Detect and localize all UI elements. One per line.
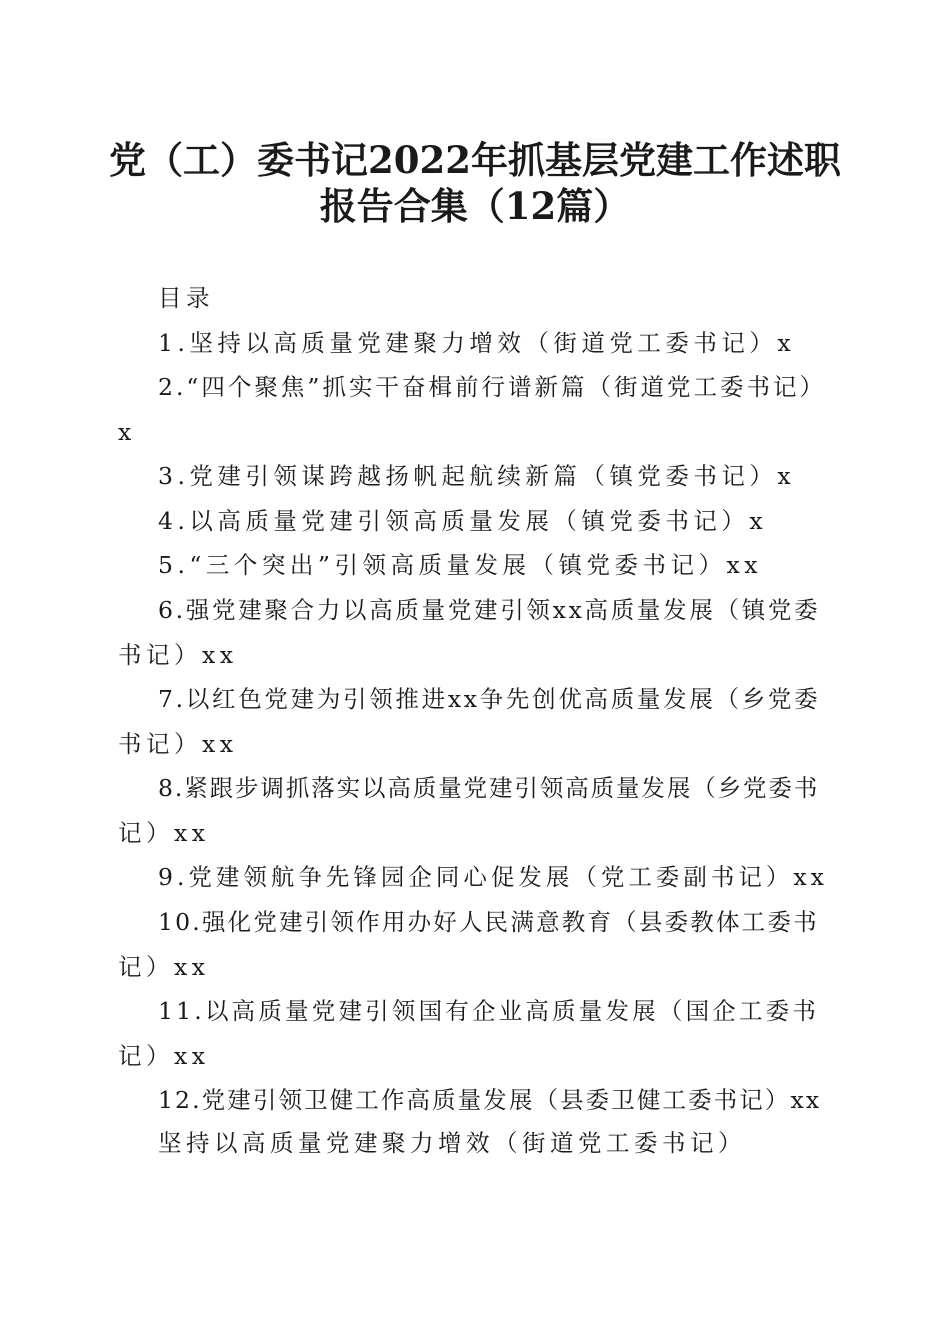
toc-item-7: 7.以红色党建为引领推进xx争先创优高质量发展（乡党委 <box>158 685 821 713</box>
toc-item-5: 5.“三个突出”引领高质量发展（镇党委书记）xx <box>158 551 762 579</box>
toc-item-6: 6.强党建聚合力以高质量党建引领xx高质量发展（镇党委 <box>158 596 821 624</box>
section-title: 坚持以高质量党建聚力增效（街道党工委书记） <box>158 1129 746 1157</box>
toc-item-10: 10.强化党建引领作用办好人民满意教育（县委教体工委书 <box>158 908 819 936</box>
toc-item-2-cont: x <box>118 418 136 446</box>
toc-item-10-cont: 记）xx <box>118 953 210 981</box>
toc-item-8: 8.紧跟步调抓落实以高质量党建引领高质量发展（乡党委书 <box>158 774 820 802</box>
toc-item-9: 9.党建领航争先锋园企同心促发展（党工委副书记）xx <box>158 863 828 891</box>
toc-item-3: 3.党建引领谋跨越扬帆起航续新篇（镇党委书记）x <box>158 462 796 490</box>
toc-item-11-cont: 记）xx <box>118 1042 210 1070</box>
toc-item-4: 4.以高质量党建引领高质量发展（镇党委书记）x <box>158 507 768 535</box>
toc-item-12: 12.党建引领卫健工作高质量发展（县委卫健工委书记）xx <box>158 1086 822 1114</box>
toc-heading: 目录 <box>158 284 214 312</box>
document-title-line-1: 党（工）委书记2022年抓基层党建工作述职 <box>109 138 841 182</box>
toc-item-8-cont: 记）xx <box>118 819 210 847</box>
toc-item-1: 1.坚持以高质量党建聚力增效（街道党工委书记）x <box>158 329 796 357</box>
toc-item-2: 2.“四个聚焦”抓实干奋楫前行谱新篇（街道党工委书记） <box>158 373 826 401</box>
document-title-line-2: 报告合集（12篇） <box>319 184 631 228</box>
toc-item-6-cont: 书记）xx <box>118 641 238 669</box>
toc-item-7-cont: 书记）xx <box>118 730 238 758</box>
toc-item-11: 11.以高质量党建引领国有企业高质量发展（国企工委书 <box>158 997 820 1025</box>
